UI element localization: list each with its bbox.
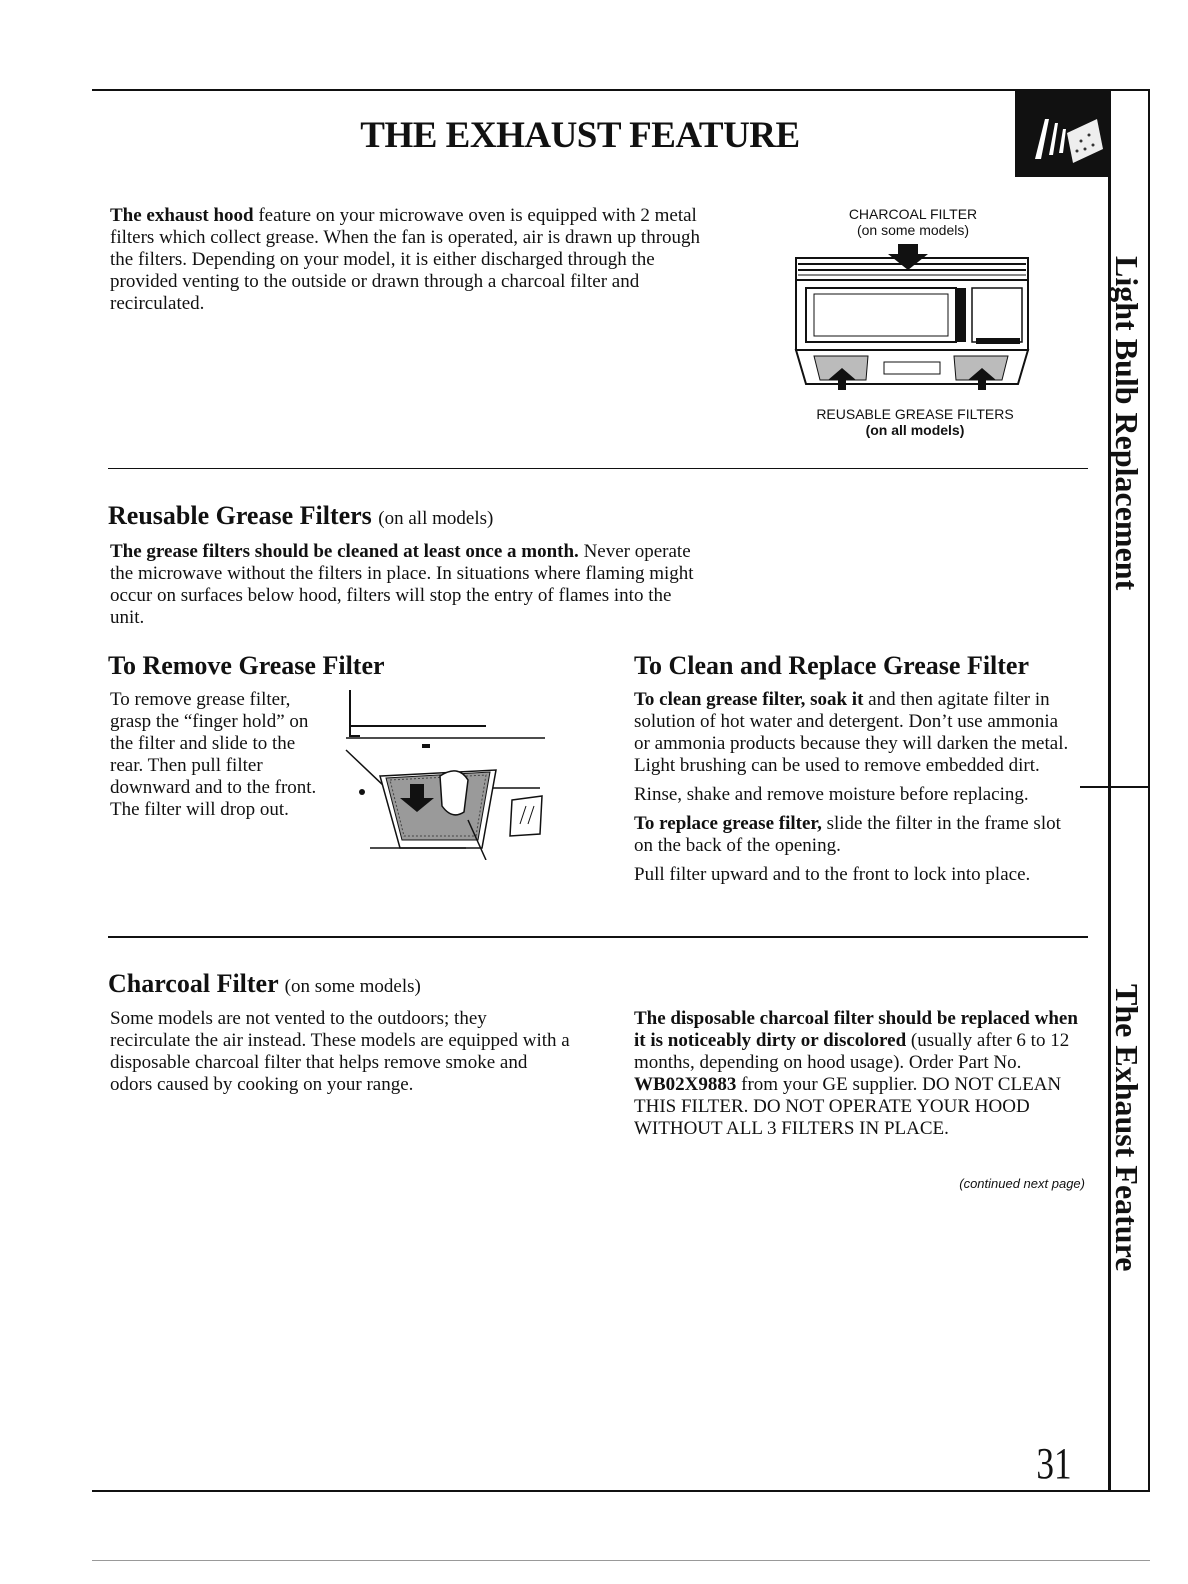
charcoal-right-lead: The disposable charcoal filter should be replaced when it is noticeably dirty or discolored: [634, 1008, 1078, 1051]
charcoal-part-number: WB02X9883: [634, 1074, 737, 1095]
grease-filters-label-sub: (on all models): [865, 422, 965, 438]
reusable-lead: The grease filters should be cleaned at least once a month.: [110, 541, 579, 562]
clean-heading: To Clean and Replace Grease Filter: [634, 651, 1030, 680]
reusable-heading: [108, 501, 493, 531]
side-tab-divider: [1080, 786, 1148, 788]
grease-filters-label: [790, 406, 1040, 438]
continued-note: (continued next page): [959, 1176, 1085, 1191]
charcoal-heading-sub: (on some models): [284, 976, 421, 997]
charcoal-filter-label-sub: (on some models): [856, 222, 970, 238]
charcoal-right-body-2: from your GE supplier. DO NOT CLEAN THIS FILTER. DO NOT OPERATE YOUR HOOD WITHOUT ALL 3 FILTERS IN PLACE.: [634, 1074, 1062, 1139]
clean-p1-lead: To clean grease filter, soak it: [634, 689, 864, 710]
page-title: THE EXHAUST FEATURE: [360, 115, 800, 156]
reusable-text: [110, 541, 710, 629]
remove-heading: To Remove Grease Filter: [108, 651, 385, 680]
clean-p4: Pull filter upward and to the front to lock into place.: [634, 864, 1031, 885]
charcoal-heading-text: Charcoal Filter: [108, 969, 279, 998]
reusable-body: Never operate the microwave without the filters in place. In situations where flaming might occur on surfaces below hood, filters will stop the entry of flames into the unit.: [110, 541, 694, 628]
reusable-heading-sub: (on all models): [378, 508, 494, 529]
charcoal-filter-label: [800, 206, 1026, 238]
section-rule-2: [108, 936, 1088, 938]
grease-filters-label-text: REUSABLE GREASE FILTERS: [816, 406, 1014, 422]
intro-text: [110, 205, 720, 315]
microwave-hood-diagram: [786, 244, 1036, 402]
intro-body: feature on your microwave oven is equipped with 2 metal filters which collect grease. When the fan is operated, air is drawn up through the filters. Depending on your model, it is either discharged through the provided venting to the outside or drawn through a charcoal filter and recirculated.: [110, 205, 701, 314]
clean-text: [634, 689, 1074, 886]
footer-rule: [92, 1560, 1150, 1561]
charcoal-heading: [108, 969, 421, 999]
clean-p2: Rinse, shake and remove moisture before replacing.: [634, 784, 1029, 805]
hood-corner-icon: [1015, 89, 1110, 177]
page-number: 31: [1036, 1439, 1072, 1488]
charcoal-left-text: Some models are not vented to the outdoors; they recirculate the air instead. These models are equipped with a disposable charcoal filter that helps remove smoke and odors caused by cooking on your range.: [110, 1008, 570, 1095]
clean-p1-body: and then agitate filter in solution of hot water and detergent. Don’t use ammonia or ammonia products because they will darken the metal. Light brushing can be used to remove embedded dirt.: [634, 689, 1069, 776]
charcoal-right-body: (usually after 6 to 12 months, depending on hood usage). Order Part No.: [634, 1030, 1070, 1073]
top-rule: [92, 89, 1150, 91]
intro-lead: The exhaust hood: [110, 205, 254, 226]
side-tab-exhaust: The Exhaust Feature: [1109, 984, 1145, 1272]
clean-p3-lead: To replace grease filter,: [634, 813, 822, 834]
side-tab-vline-outer: [1148, 89, 1150, 1492]
clean-p3-body: slide the filter in the frame slot on the back of the opening.: [634, 813, 1061, 856]
remove-filter-illustration: [340, 680, 565, 860]
charcoal-filter-label-text: CHARCOAL FILTER: [848, 206, 978, 222]
section-rule-1: [108, 468, 1088, 469]
reusable-heading-text: Reusable Grease Filters: [108, 501, 372, 530]
charcoal-right-text: [634, 1008, 1079, 1140]
side-tab-light-bulb: Light Bulb Replacement: [1109, 256, 1145, 591]
remove-text: To remove grease filter, grasp the “finger hold” on the filter and slide to the rear. Then pull filter downward and to the front. The filter will drop out.: [110, 689, 317, 820]
bottom-rule: [92, 1490, 1150, 1492]
